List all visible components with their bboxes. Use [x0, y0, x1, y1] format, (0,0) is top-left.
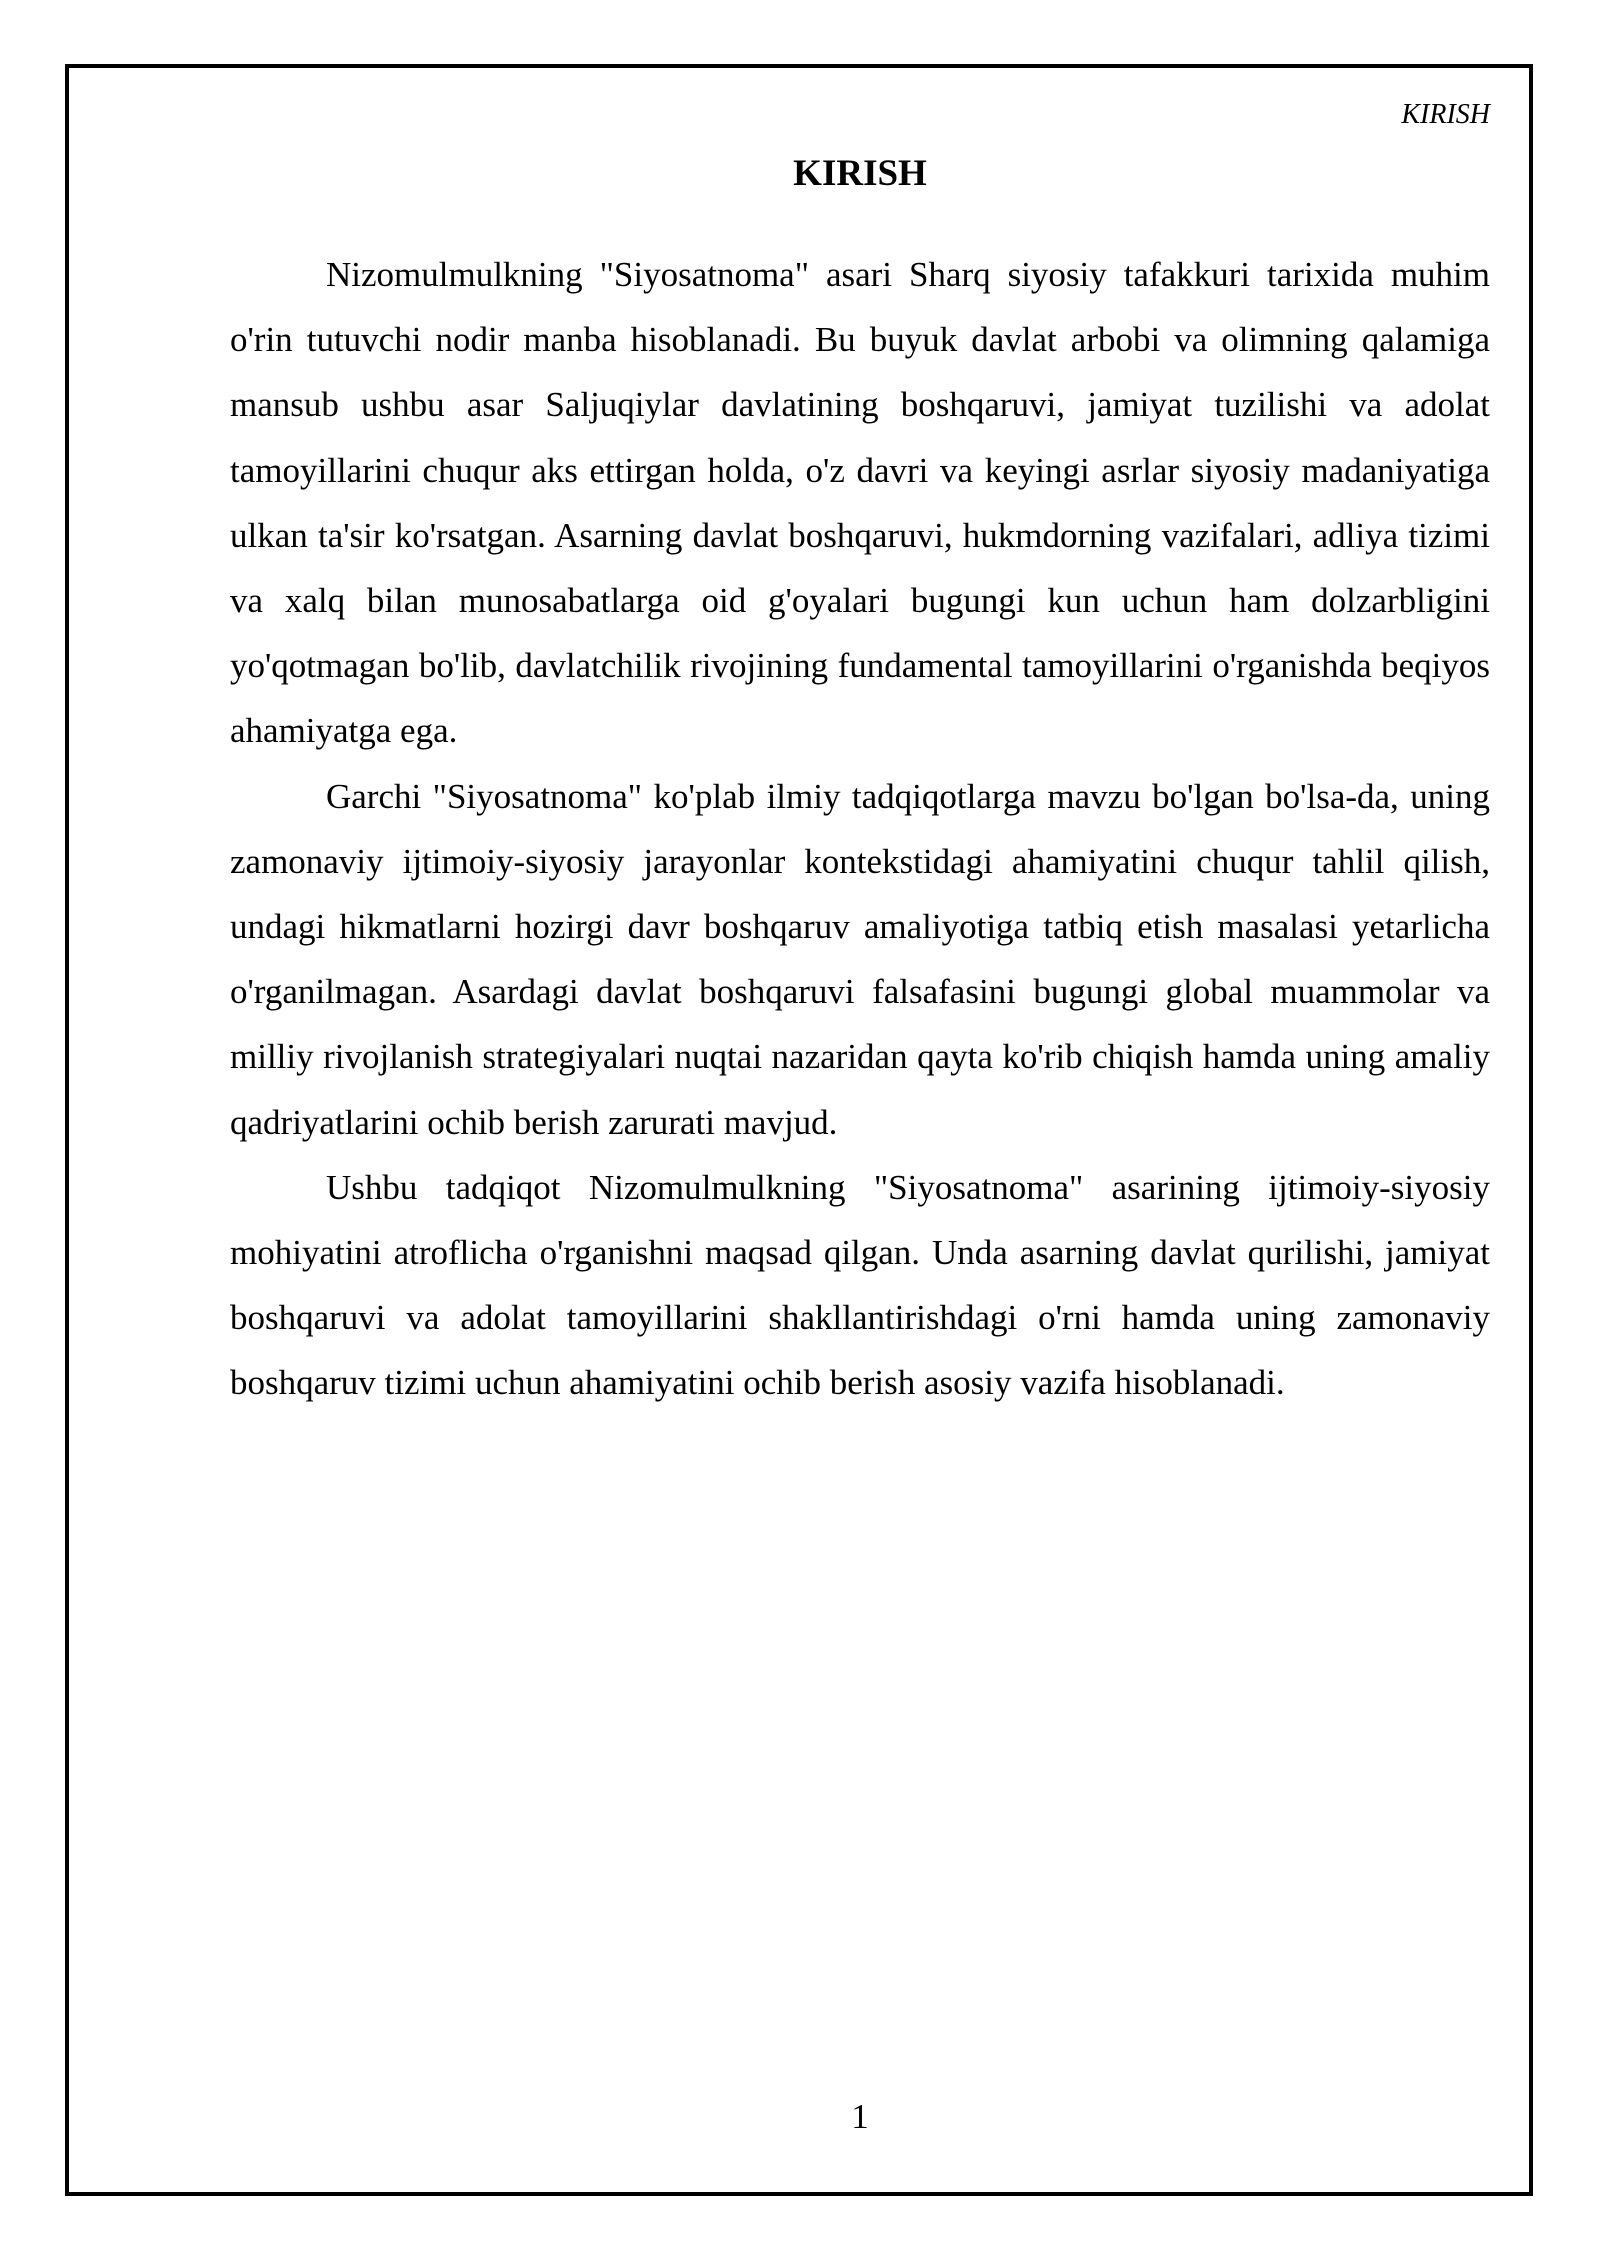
- page-number: 1: [851, 2097, 869, 2136]
- paragraph: Ushbu tadqiqot Nizomulmulkning "Siyosatnoma" asarining ijtimoiy-siyosiy mohiyatini atroflicha o'rganishni maqsad qilgan. Unda asarning davlat qurilishi, jamiyat boshqaruvi va adolat tamoyillarini shakllantirishdagi o'rni hamda uning zamonaviy boshqaruv tizimi uchun ahamiyatini ochib berish asosiy vazifa hisoblanadi.: [230, 1167, 1490, 1403]
- body-text: [230, 242, 1490, 1416]
- paragraph: Garchi "Siyosatnoma" ko'plab ilmiy tadqiqotlarga mavzu bo'lgan bo'lsa-da, uning zamonaviy ijtimoiy-siyosiy jarayonlar kontekstidagi ahamiyatini chuqur tahlil qilish, undagi hikmatlarni hozirgi davr boshqaruv amaliyotiga tatbiq etish masalasi yetarlicha o'rganilmagan. Asardagi davlat boshqaruvi falsafasini bugungi global muammolar va milliy rivojlanish strategiyalari nuqtai nazaridan qayta ko'rib chiqish hamda uning amaliy qadriyatlarini ochib berish zarurati mavjud.: [230, 776, 1490, 1142]
- paragraph: Nizomulmulkning "Siyosatnoma" asari Sharq siyosiy tafakkuri tarixida muhim o'rin tutuvchi nodir manba hisoblanadi. Bu buyuk davlat arbobi va olimning qalamiga mansub ushbu asar Saljuqiylar davlatining boshqaruvi, jamiyat tuzilishi va adolat tamoyillarini chuqur aks ettirgan holda, o'z davri va keyingi asrlar siyosiy madaniyatiga ulkan ta'sir ko'rsatgan. Asarning davlat boshqaruvi, hukmdorning vazifalari, adliya tizimi va xalq bilan munosabatlarga oid g'oyalari bugungi kun uchun ham dolzarbligini yo'qotmagan bo'lib, davlatchilik rivojining fundamental tamoyillarini o'rganishda beqiyos ahamiyatga ega.: [230, 255, 1490, 751]
- running-header: KIRISH: [1401, 99, 1490, 130]
- section-title: KIRISH: [793, 153, 927, 194]
